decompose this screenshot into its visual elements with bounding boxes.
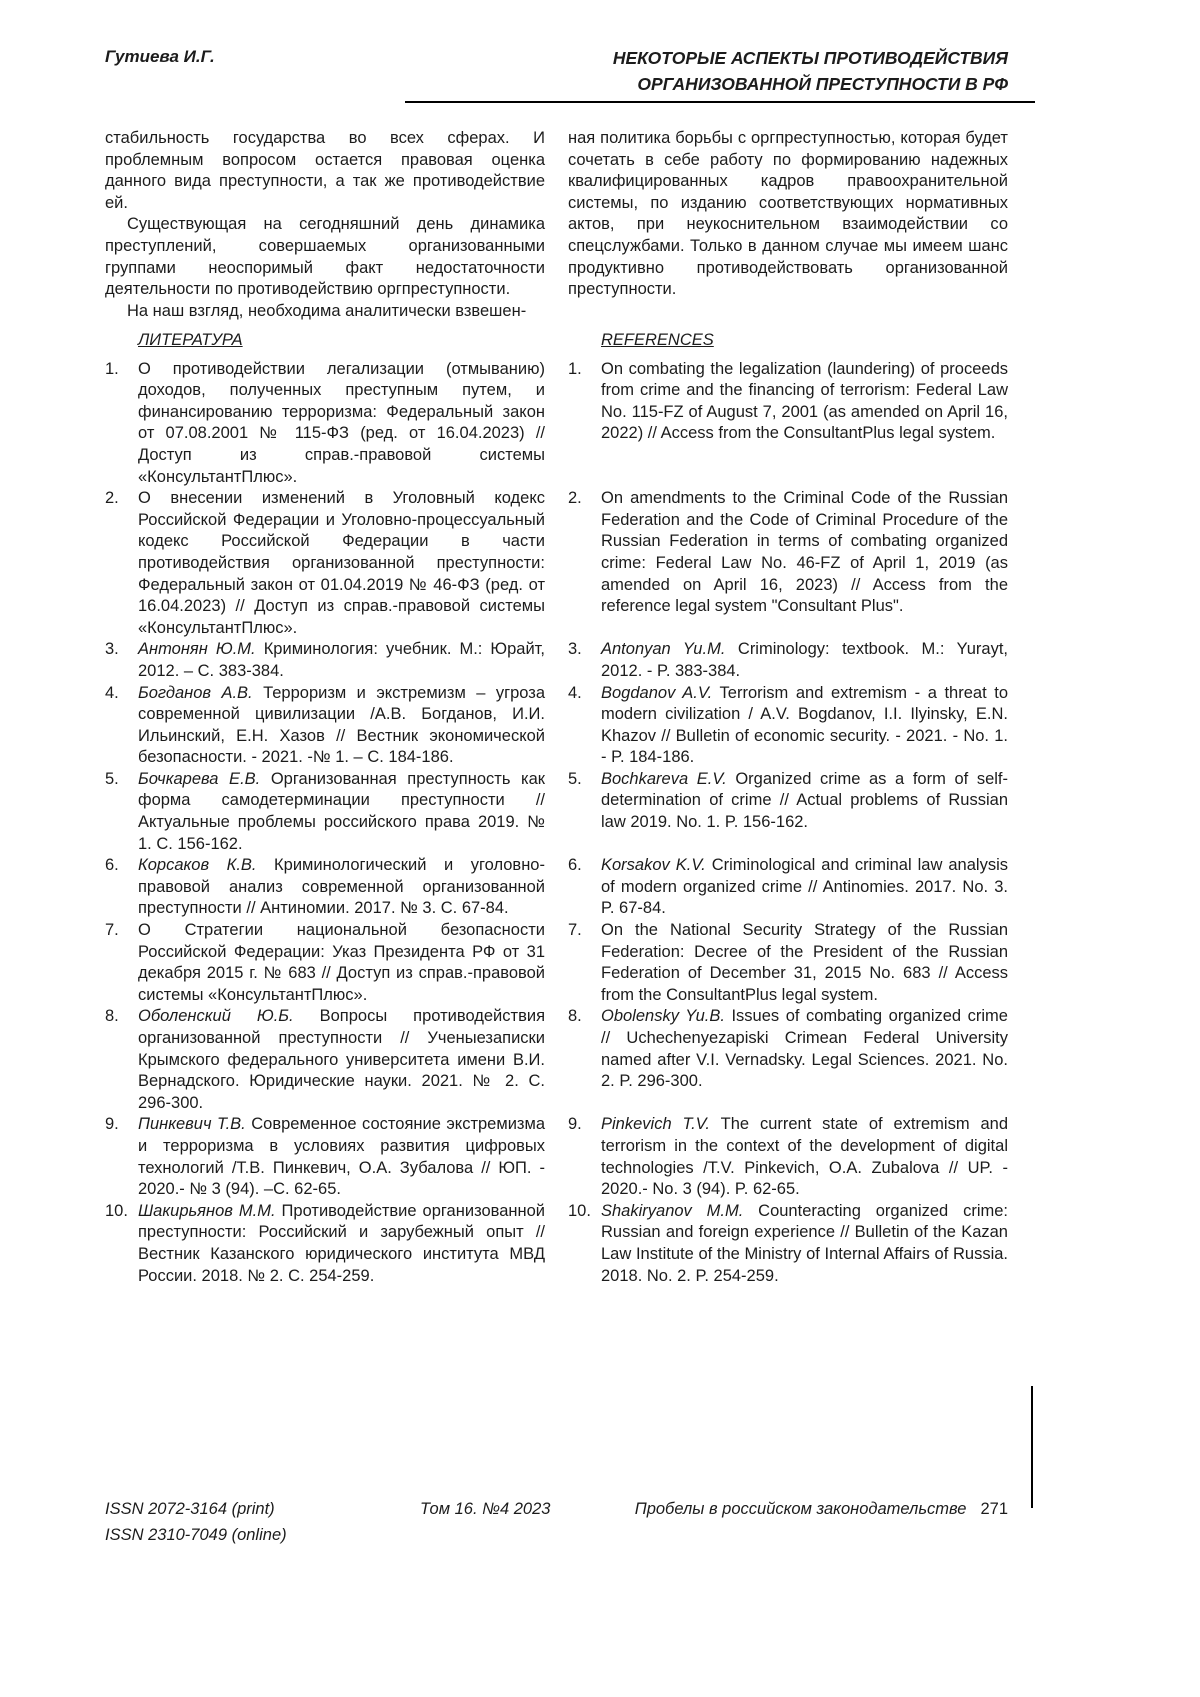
ref-text bbox=[138, 1006, 545, 1114]
intro-left-column bbox=[105, 128, 545, 322]
ref-number: 9. bbox=[105, 1115, 119, 1134]
ref-number: 6. bbox=[105, 856, 119, 875]
literature-item bbox=[105, 1006, 545, 1114]
ref-citation: Организованная преступность как форма самодетерминации преступности //Актуальные проблемы российского права 2019. № 1. С. 156-162. bbox=[138, 769, 545, 853]
ref-author: Богданов А.В. bbox=[138, 683, 253, 702]
intro-paragraph: На наш взгляд, необходима аналитически взвешен- bbox=[127, 301, 527, 320]
issn-print: ISSN 2072-3164 (print) bbox=[105, 1500, 275, 1518]
ref-author: Korsakov K.V. bbox=[601, 856, 706, 875]
ref-author: Бочкарева Е.В. bbox=[138, 769, 261, 788]
ref-citation: Organized crime as a form of self-determination of crime // Actual problems of Russian law 2019. No. 1. P. 156-162. bbox=[601, 769, 1008, 832]
literature-item bbox=[105, 920, 545, 1006]
references-heading: REFERENCES bbox=[601, 331, 714, 349]
ref-number: 5. bbox=[105, 769, 119, 788]
ref-author: Shakiryanov M.M. bbox=[601, 1201, 744, 1220]
ref-number: 10. bbox=[105, 1201, 128, 1220]
reference-item bbox=[568, 683, 1008, 769]
ref-citation: Криминологический и уголовно-правовой анализ современной организованной преступности // Антиномии. 2017. № 3. С. 67-84. bbox=[138, 856, 545, 918]
ref-number: 5. bbox=[568, 769, 582, 788]
ref-number: 3. bbox=[105, 640, 119, 659]
ref-citation: Криминология: учебник. М.: Юрайт, 2012. – С. 383-384. bbox=[138, 640, 545, 680]
ref-number: 1. bbox=[568, 359, 582, 378]
ref-text bbox=[138, 769, 545, 855]
ref-citation: On combating the legalization (laundering) of proceeds from crime and the financing of terrorism: Federal Law No. 115-FZ of August 7, 2001 (as amended on April 16, 2022) // Access from the ConsultantPlus legal system. bbox=[601, 359, 1008, 443]
ref-text bbox=[138, 488, 545, 639]
ref-number: 4. bbox=[568, 683, 582, 702]
ref-citation: О Стратегии национальной безопасности Российской Федерации: Указ Президента РФ от 31 декабря 2015 г. № 683 // Доступ из справ.-правовой системы «КонсультантПлюс». bbox=[138, 921, 545, 1004]
literature-item bbox=[105, 769, 545, 855]
intro-paragraph: стабильность государства во всех сферах. И проблемным вопросом остается правовая оценка данного вида преступности, а так же противодействие ей. bbox=[105, 129, 545, 212]
literature-item bbox=[105, 359, 545, 489]
ref-number: 3. bbox=[568, 640, 582, 659]
ref-text bbox=[601, 769, 1008, 855]
ref-text bbox=[138, 1201, 545, 1287]
reference-item bbox=[568, 920, 1008, 1006]
reference-item bbox=[568, 359, 1008, 489]
ref-number: 6. bbox=[568, 856, 582, 875]
footer-journal-title: Пробелы в российском законодательстве bbox=[634, 1500, 967, 1518]
ref-citation: Вопросы противодействия организованной преступности // Ученыезаписки Крымского федерального университета имени В.И. Вернадского. Юридические науки. 2021. № 2. С. 296-300. bbox=[138, 1007, 545, 1112]
ref-citation: О противодействии легализации (отмыванию) доходов, полученных преступным путем, и финансированию терроризма: Федеральный закон от 07.08.2001 № 115-ФЗ (ред. от 16.04.2023) // Доступ из справ.-правовой системы «КонсультантПлюс». bbox=[138, 359, 545, 486]
ref-citation: Criminology: textbook. M.: Yurayt, 2012. - P. 383-384. bbox=[601, 640, 1008, 680]
literature-item bbox=[105, 1114, 545, 1200]
footer-vertical-rule bbox=[1031, 1386, 1033, 1508]
footer-volume: Том 16. №4 2023 bbox=[420, 1500, 551, 1518]
ref-number: 1. bbox=[105, 359, 119, 378]
ref-citation: Issues of combating organized crime // Uchechenyezapiski Crimean Federal University named after V.I. Vernadsky. Legal Sciences. 2021. No. 2. P. 296-300. bbox=[601, 1007, 1008, 1091]
references-section bbox=[105, 330, 1008, 1287]
ref-number: 7. bbox=[105, 921, 119, 940]
ref-text bbox=[601, 359, 1008, 489]
ref-citation: О внесении изменений в Уголовный кодекс Российской Федерации и Уголовно-процессуальный кодекс Российской Федерации в части противодействия организованной преступности: Федеральный закон от 01.04.2019 № 46-ФЗ (ред. от 16.04.2023) // Доступ из справ.-правовой системы «КонсультантПлюс». bbox=[138, 489, 545, 637]
ref-author: Антонян Ю.М. bbox=[138, 640, 256, 659]
ref-citation: Terrorism and extremism - a threat to modern civilization / A.V. Bogdanov, I.I. Ilyinsky, E.N. Khazov // Bulletin of economic security. - 2021. - No. 1. - P. 184-186. bbox=[601, 683, 1009, 767]
header-title-line1: НЕКОТОРЫЕ АСПЕКТЫ ПРОТИВОДЕЙСТВИЯ bbox=[612, 48, 1008, 68]
issn-online: ISSN 2310-7049 (online) bbox=[105, 1525, 287, 1544]
ref-text bbox=[601, 488, 1008, 639]
ref-author: Bochkareva E.V. bbox=[601, 769, 727, 788]
ref-author: Пинкевич Т.В. bbox=[138, 1115, 246, 1134]
ref-number: 10. bbox=[568, 1201, 591, 1220]
header-title bbox=[368, 45, 1008, 98]
ref-author: Obolensky Yu.B. bbox=[601, 1007, 725, 1026]
ref-author: Pinkevich T.V. bbox=[601, 1115, 711, 1134]
ref-number: 8. bbox=[568, 1007, 582, 1026]
literature-heading: ЛИТЕРАТУРА bbox=[138, 331, 243, 349]
ref-citation: Counteracting organized crime: Russian and foreign experience // Bulletin of the Kazan Law Institute of the Ministry of Internal Affairs of Russia. 2018. No. 2. P. 254-259. bbox=[601, 1201, 1008, 1285]
ref-text bbox=[601, 639, 1008, 682]
ref-citation: The current state of extremism and terrorism in the context of the development of digital technologies /T.V. Pinkevich, O.A. Zubalova // UP. - 2020.- No. 3 (94). P. 62-65. bbox=[601, 1115, 1008, 1199]
literature-item bbox=[105, 683, 545, 769]
header-author: Гутиева И.Г. bbox=[105, 47, 215, 66]
reference-item bbox=[568, 1201, 1008, 1287]
intro-paragraph: ная политика борьбы с оргпреступностью, которая будет сочетать в себе работу по формированию надежных квалифицированных кадров правоохранительной системы, по изданию соответствующих нормативных актов, при неукоснительном взаимодействии со спецслужбами. Только в данном случае мы имеем шанс продуктивно противодействовать организованной преступности. bbox=[568, 129, 1008, 299]
ref-author: Antonyan Yu.M. bbox=[601, 640, 726, 659]
ref-citation: Criminological and criminal law analysis of modern organized crime // Antinomies. 2017. No. 3. P. 67-84. bbox=[601, 856, 1008, 918]
footer-issn bbox=[105, 1497, 287, 1548]
ref-text bbox=[601, 683, 1008, 769]
ref-number: 8. bbox=[105, 1007, 119, 1026]
ref-author: Оболенский Ю.Б. bbox=[138, 1007, 294, 1026]
ref-text bbox=[601, 855, 1008, 920]
intro-text bbox=[105, 128, 1008, 322]
literature-item bbox=[105, 639, 545, 682]
literature-item bbox=[105, 855, 545, 920]
reference-item bbox=[568, 769, 1008, 855]
footer-journal-block bbox=[635, 1497, 1008, 1523]
literature-item bbox=[105, 1201, 545, 1287]
page-number: 271 bbox=[980, 1500, 1008, 1518]
ref-author: Bogdanov A.V. bbox=[601, 683, 713, 702]
ref-number: 2. bbox=[105, 489, 119, 508]
ref-citation: Современное состояние экстремизма и терроризма в условиях развития цифровых технологий /Т.В. Пинкевич, О.А. Зубалова // ЮП. - 2020.- № 3 (94). –С. 62-65. bbox=[138, 1115, 545, 1199]
ref-text bbox=[138, 1114, 545, 1200]
ref-citation: On amendments to the Criminal Code of the Russian Federation and the Code of Criminal Procedure of the Russian Federation in terms of combating organized crime: Federal Law No. 46-FZ of April 1, 2019 (as amended on April 16, 2023) // Access from the reference legal system "Consultant Plus". bbox=[601, 489, 1008, 616]
ref-text bbox=[138, 639, 545, 682]
reference-item bbox=[568, 1114, 1008, 1200]
reference-item bbox=[568, 855, 1008, 920]
intro-right-column bbox=[568, 128, 1008, 322]
intro-paragraph: Существующая на сегодняшний день динамика преступлений, совершаемых организованными группами неоспоримый факт недостаточности деятельности по противодействию оргпреступности. bbox=[105, 215, 545, 299]
header-rule bbox=[405, 101, 1035, 103]
ref-citation: Противодействие организованной преступности: Российский и зарубежный опыт // Вестник Казанского юридического института МВД России. 2018. № 2. С. 254-259. bbox=[138, 1201, 545, 1285]
ref-text bbox=[601, 1006, 1008, 1114]
ref-author: Шакирьянов М.М. bbox=[138, 1201, 276, 1220]
ref-text bbox=[601, 920, 1008, 1006]
reference-item bbox=[568, 639, 1008, 682]
reference-item bbox=[568, 1006, 1008, 1114]
ref-text bbox=[138, 683, 545, 769]
ref-author: Корсаков К.В. bbox=[138, 856, 257, 875]
ref-text bbox=[601, 1201, 1008, 1287]
header-title-line2: ОРГАНИЗОВАННОЙ ПРЕСТУПНОСТИ В РФ bbox=[637, 74, 1008, 95]
ref-number: 7. bbox=[568, 921, 582, 940]
ref-citation: On the National Security Strategy of the Russian Federation: Decree of the President of the Russian Federation of December 31, 2015 No. 683 // Access from the ConsultantPlus legal system. bbox=[601, 921, 1008, 1004]
ref-number: 2. bbox=[568, 489, 582, 508]
reference-item bbox=[568, 488, 1008, 639]
ref-text bbox=[601, 1114, 1008, 1200]
ref-text bbox=[138, 855, 545, 920]
literature-item bbox=[105, 488, 545, 639]
ref-number: 4. bbox=[105, 683, 119, 702]
ref-text bbox=[138, 920, 545, 1006]
ref-text bbox=[138, 359, 545, 489]
ref-number: 9. bbox=[568, 1115, 582, 1134]
ref-citation: Терроризм и экстремизм – угроза современной цивилизации /А.В. Богданов, И.И. Ильинский, Е.Н. Хазов // Вестник экономической безопасности. - 2021. -№ 1. – С. 184-186. bbox=[138, 683, 546, 767]
